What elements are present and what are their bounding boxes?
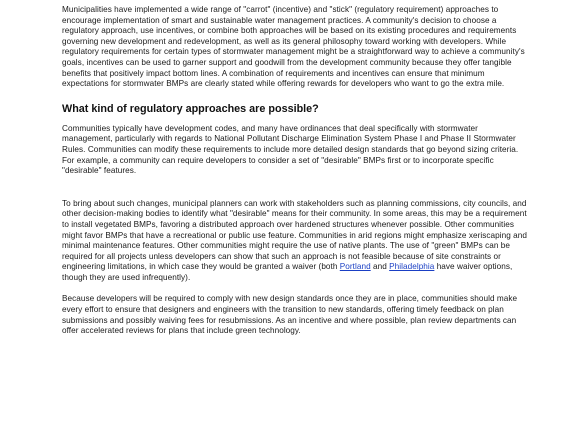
intro-paragraph: Municipalities have implemented a wide range of "carrot" (incentive) and "stick" (regulatory requirement) approaches to encourage implementation of smart and sustainable water management practices. A community's decision to choose a regulatory approach, use incentives, or combine both approaches will be based on its existing procedures and requirements governing new development and redevelopment, as well as its general philosophy toward working with developers. While regulatory requirements for certain types of stormwater management might be a straightforward way to achieve a community's goals, incentives can be used to garner support and goodwill from the development community because they offer tangible benefits that positively impact bottom lines. A combination of requirements and incentives can ensure that minimum expectations for stormwater BMPs are clearly stated while offering rewards for developers who want to go the extra mile. xyxy=(62,5,525,89)
stakeholders-text-after: have waiver options, though they are used infrequently). xyxy=(62,262,513,282)
portland-link[interactable]: Portland xyxy=(339,262,371,272)
stakeholders-text-middle: and xyxy=(370,262,390,272)
compliance-paragraph: Because developers will be required to comply with new design standards once they are in place, communities should make every effort to ensure that designers and engineers with the transition to new standards, offering timely feedback on plan submissions and possibly waiving fees for resubmissions. As an incentive and where possible, plan review departments can offer accelerated reviews for plans that include green technology. xyxy=(62,294,518,336)
codes-paragraph: Communities typically have development codes, and many have ordinances that deal specifically with stormwater management, particularly with regards to National Pollutant Discharge Elimination System Phase I and Phase II Stormwater Rules. Communities can modify these requirements to include more detailed design standards that go beyond sizing criteria. For example, a community can require developers to consider a set of "desirable" BMPs first or to incorporate specific "desirable" features. xyxy=(62,123,519,176)
section-heading: What kind of regulatory approaches are possible? xyxy=(62,102,319,115)
stakeholders-text-before: To bring about such changes, municipal planners can work with stakeholders such as planning commissions, city councils, and other decision-making bodies to identify what "desirable" means for their community. In some areas, this may be a requirement to install vegetated BMPs, favoring a distributed approach over hardened structures whenever possible. Other communities might favor BMPs that have a recreational or public use feature. Communities in arid regions might emphasize xeriscaping and minimal maintenance features. Other communities might require the use of native plants. The use of "green" BMPs can be required for all projects unless developers can show that such an approach is not feasible because of site constraints or engineering limitations, in which case they would be granted a waiver (both xyxy=(62,198,527,272)
philadelphia-link[interactable]: Philadelphia xyxy=(389,262,435,272)
stakeholders-paragraph xyxy=(62,199,528,284)
